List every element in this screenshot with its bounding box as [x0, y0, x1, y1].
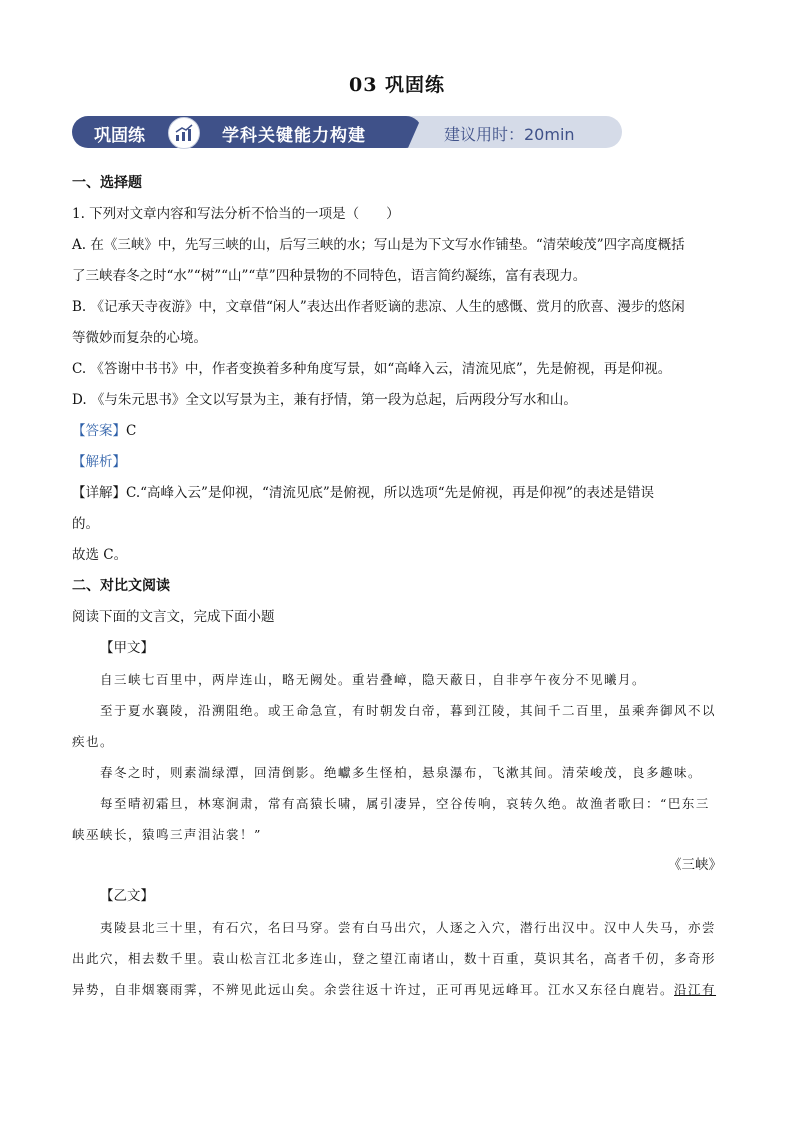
banner-tag: 巩固练: [94, 126, 145, 146]
yi-paragraph: 夷陵县北三十里，有石穴，名曰马穿。尝有白马出穴，人逐之入穴，潜行出汉中。汉中人失马，亦尝: [100, 920, 717, 935]
option-a-line2: 了三峡春冬之时“水”“树”“山”“草”四种景物的不同特色，语言简约凝练，富有表现力。: [72, 268, 587, 284]
answer-row: [72, 416, 722, 447]
jia-paragraph: 自三峡七百里中，两岸连山，略无阙处。重岩叠嶂，隐天蔽日，自非亭午夜分不见曦月。: [100, 672, 647, 687]
yi-paragraph-cont: [72, 974, 722, 1005]
section-heading: 一、选择题: [72, 175, 142, 191]
option-c: C. 《答谢中书书》中，作者变换着多种角度写景，如“高峰入云，清流见底”，先是俯视，再是仰视。: [72, 361, 672, 377]
jia-paragraph-cont: 峡巫峡长，猿鸣三声泪沾裳！”: [72, 827, 262, 842]
jia-paragraph: 每至晴初霜旦，林寒涧肃，常有高猿长啸，属引凄异，空谷传响，哀转久绝。故渔者歌曰：“巴东三: [100, 796, 710, 811]
jia-source: 《三峡》: [668, 857, 722, 873]
reading-instruction: 阅读下面的文言文，完成下面小题: [72, 609, 275, 625]
answer-value: C: [126, 423, 137, 439]
passage-label-jia: 【甲文】: [100, 640, 154, 656]
chart-icon: [168, 117, 200, 149]
question-text: 1. 下列对文章内容和写法分析不恰当的一项是（ ）: [72, 206, 400, 222]
banner-skill: 学科关键能力构建: [222, 126, 366, 146]
yi-underlined-text: 沿江有: [674, 982, 717, 997]
document-body: [72, 168, 722, 1005]
jia-paragraph-cont: 疾也。: [72, 734, 115, 749]
answer-label: 【答案】: [72, 423, 126, 439]
detail-line1: 【详解】C.“高峰入云”是仰视，“清流见底”是俯视，所以选项“先是俯视，再是仰视”的表述是错误: [72, 485, 655, 501]
passage-label-yi: 【乙文】: [100, 888, 154, 904]
jia-paragraph: 春冬之时，则素湍绿潭，回清倒影。绝巘多生怪柏，悬泉瀑布，飞漱其间。清荣峻茂，良多趣味。: [100, 765, 703, 780]
option-b-line1: B. 《记承天寺夜游》中，文章借“闲人”表达出作者贬谪的悲凉、人生的感慨、赏月的欣喜、漫步的悠闲: [72, 299, 685, 315]
conclusion: 故选 C。: [72, 547, 128, 563]
analysis-label: 【解析】: [72, 454, 126, 470]
option-b-line2: 等微妙而复杂的心境。: [72, 330, 207, 346]
jia-paragraph: 至于夏水襄陵，沿溯阻绝。或王命急宣，有时朝发白帝，暮到江陵，其间千二百里，虽乘奔御风不以: [100, 703, 717, 718]
banner-time: 建议用时：20min: [444, 125, 575, 144]
section-heading: 二、对比文阅读: [72, 578, 170, 594]
yi-text: 异势，自非烟褰雨霁，不辨见此远山矣。余尝往返十许过，正可再见远峰耳。江水又东径白鹿岩。: [72, 982, 675, 997]
page-title: 03 巩固练: [348, 74, 446, 96]
option-d: D. 《与朱元思书》全文以写景为主，兼有抒情，第一段为总起，后两段分写水和山。: [72, 392, 577, 408]
section-banner: [72, 116, 622, 148]
yi-paragraph-cont: 出此穴，相去数千里。袁山松言江北多连山，登之望江南诸山，数十百重，莫识其名，高者千仞，多奇形: [72, 951, 717, 966]
option-a-line1: A. 在《三峡》中，先写三峡的山，后写三峡的水；写山是为下文写水作铺垫。“清荣峻茂”四字高度概括: [72, 237, 685, 253]
detail-line2: 的。: [72, 516, 99, 532]
